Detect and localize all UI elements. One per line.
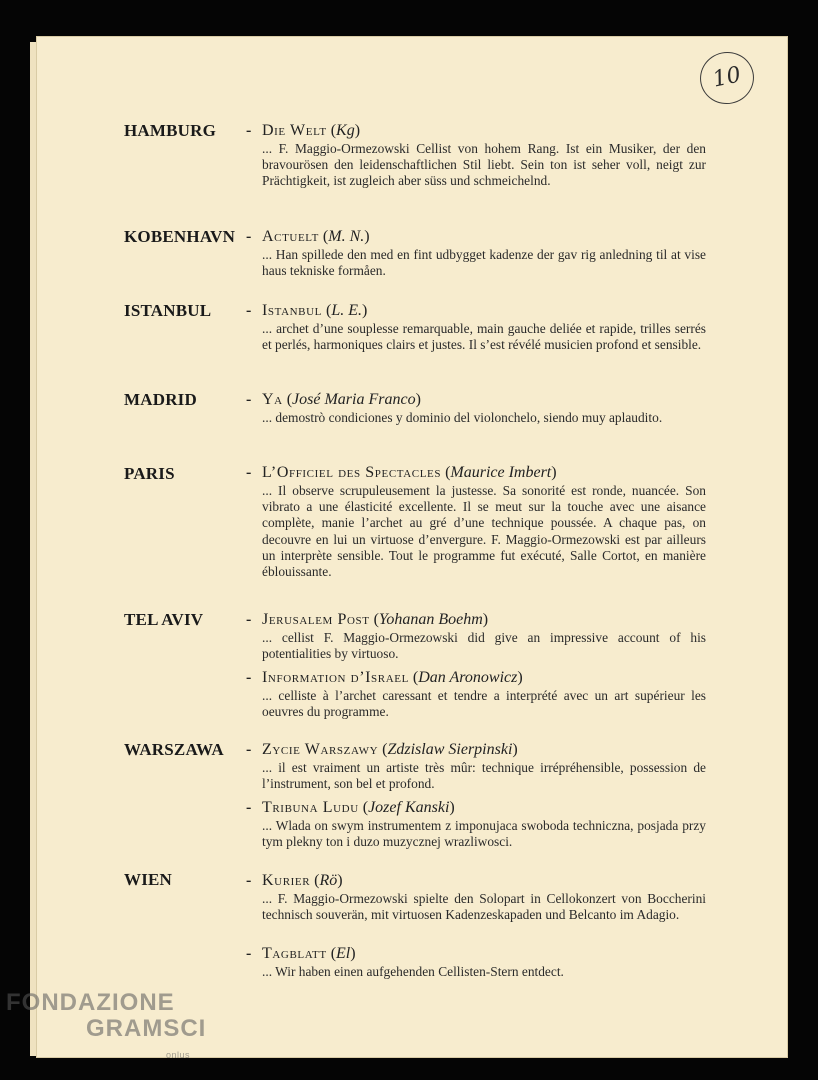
review-entry [246, 740, 706, 792]
watermark-line: onlus [166, 1050, 191, 1060]
critic-name: Jozef Kanski [368, 799, 450, 816]
handwritten-page-number: 10 [695, 47, 759, 109]
review-entry [246, 871, 706, 923]
critic-name: El [336, 945, 351, 962]
review-heading: - Kurier (Rö) [246, 872, 343, 889]
review-text: ... F. Maggio-Ormezowski spielte den Solopart in Cellokonzert von Boccherini technisch souverän, mit virtuosen Kadenzeskapaden und Belcanto im Adagio. [262, 891, 706, 923]
critic-name: José Maria Franco [292, 391, 416, 408]
review-text: ... Il observe scrupuleusement la justesse. Sa sonorité est ronde, nuancée. Son vibrato a une élasticité excellente. Il se meut sur la touche avec une aisance complète, manie l’archet au gré d’une technique poussée. A chaque pas, on decouvre en lui un virtuose d’envergure. F. Maggio-Ormezowski est par ailleurs un interprète sensible. Tout le programme fut exécuté, Salle Cortot, en manière éblouissante. [262, 483, 706, 580]
critic-name: Zdzislaw Sierpinski [387, 741, 513, 758]
review-entry [246, 610, 706, 662]
review-text: ... il est vraiment un artiste très mûr: technique irrépréhensible, possession de l’instrument, son bel et profond. [262, 760, 706, 792]
review-heading: - Information d’Israel (Dan Aronowicz) [246, 669, 523, 686]
archive-watermark [6, 990, 206, 1068]
review-heading: - Jerusalem Post (Yohanan Boehm) [246, 611, 489, 628]
city-label: TEL AVIV [124, 610, 204, 629]
watermark-line: FONDAZIONE [6, 989, 175, 1016]
newspaper-name: Ya [262, 391, 283, 408]
review-heading: - Ya (José Maria Franco) [246, 391, 421, 408]
critic-name: Kg [336, 122, 355, 139]
critic-name: Maurice Imbert [450, 464, 552, 481]
city-label: PARIS [124, 464, 175, 483]
city-label: WIEN [124, 870, 173, 889]
newspaper-name: Information d’Israel [262, 669, 409, 686]
review-entry [246, 798, 706, 850]
newspaper-name: Zycie Warszawy [262, 741, 379, 758]
city-label: WARSZAWA [124, 740, 224, 759]
critic-name: L. E. [331, 302, 362, 319]
city-label: HAMBURG [124, 121, 217, 140]
review-entry [246, 301, 706, 353]
review-entry [246, 390, 706, 426]
city-label: KOBENHAVN [124, 227, 236, 246]
newspaper-name: Tribuna Ludu [262, 799, 359, 816]
newspaper-name: Die Welt [262, 122, 327, 139]
review-text: ... demostrò condiciones y dominio del violonchelo, siendo muy aplaudito. [262, 410, 663, 425]
watermark-line: GRAMSCI [86, 1015, 207, 1042]
review-heading: - Istanbul (L. E.) [246, 302, 368, 319]
review-heading: - Zycie Warszawy (Zdzislaw Sierpinski) [246, 741, 518, 758]
review-text: ... archet d’une souplesse remarquable, main gauche deliée et rapide, trilles serrés et perlés, harmoniques clairs et justes. Il s’est révélé musicien profond et sensible. [262, 321, 706, 353]
critic-name: Dan Aronowicz [418, 669, 518, 686]
newspaper-name: Jerusalem Post [262, 611, 370, 628]
review-entry [246, 121, 706, 190]
review-heading: - Tagblatt (El) [246, 945, 356, 962]
review-heading: - L’Officiel des Spectacles (Maurice Imbert) [246, 464, 557, 481]
review-text: ... Wir haben einen aufgehenden Cellisten-Stern entdect. [262, 964, 564, 979]
newspaper-name: Kurier [262, 872, 311, 889]
review-text: ... celliste à l’archet caressant et tendre a interprété avec un art supérieur les oeuvres du programme. [262, 688, 706, 720]
review-text: ... Wlada on swym instrumentem z imponujaca swoboda techniczna, posjada przy tym plekny ton i duzo muzycznej wrazliwosci. [262, 818, 706, 850]
city-label: ISTANBUL [124, 301, 212, 320]
critic-name: M. N. [328, 228, 365, 245]
review-entry [246, 944, 706, 980]
review-heading: - Die Welt (Kg) [246, 122, 361, 139]
newspaper-name: L’Officiel des Spectacles [262, 464, 442, 481]
review-heading: - Actuelt (M. N.) [246, 228, 370, 245]
review-entry [246, 463, 706, 580]
review-text: ... cellist F. Maggio-Ormezowski did give an impressive account of his potentialities by virtuoso. [262, 630, 706, 662]
review-entry [246, 227, 706, 279]
newspaper-name: Tagblatt [262, 945, 327, 962]
newspaper-name: Istanbul [262, 302, 322, 319]
critic-name: Rö [319, 872, 338, 889]
review-text: ... Han spillede den med en fint udbygget kadenze der gav rig anledning til at vise haus tekniske formåen. [262, 247, 706, 279]
review-entry [246, 668, 706, 720]
review-text: ... F. Maggio-Ormezowski Cellist von hohem Rang. Ist ein Musiker, der den bravourösen den leidenschaftlichen Stil liebt. Sein ton ist seher voll, neigt zur Prächtigkeit, ist zugleich aber süss und schmeichelnd. [262, 141, 706, 189]
critic-name: Yohanan Boehm [378, 611, 483, 628]
newspaper-name: Actuelt [262, 228, 319, 245]
review-heading: - Tribuna Ludu (Jozef Kanski) [246, 799, 455, 816]
city-label: MADRID [124, 390, 197, 409]
